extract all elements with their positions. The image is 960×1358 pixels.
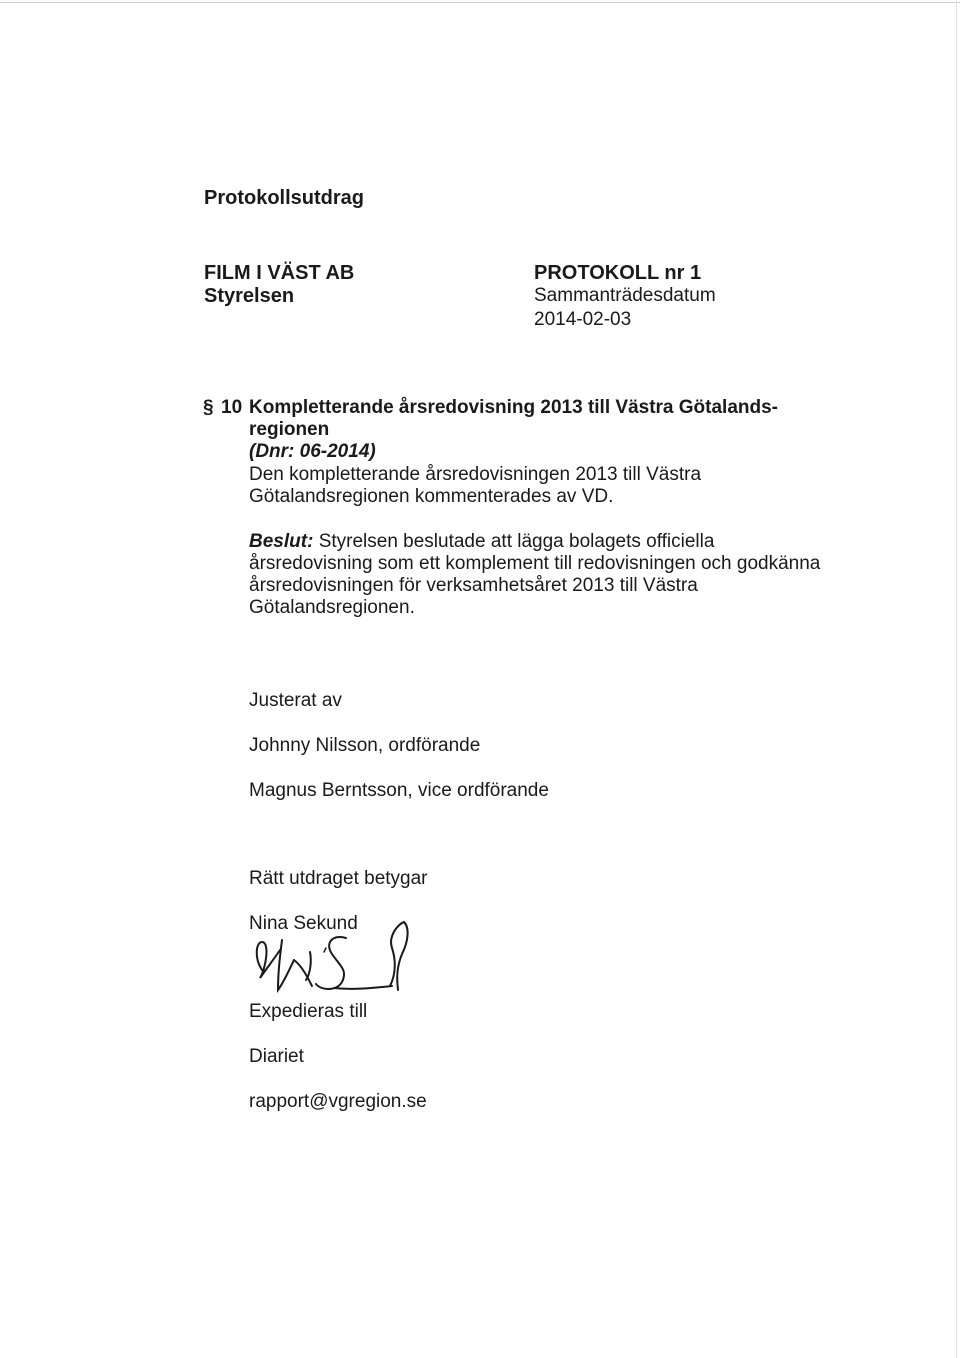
adjusted-by-label: Justerat av	[249, 690, 342, 711]
certifier-name: Nina Sekund	[249, 913, 358, 934]
item-text-line-1: Den kompletterande årsredovisningen 2013 till Västra	[249, 464, 702, 485]
board-label: Styrelsen	[204, 285, 295, 307]
decision-label: Beslut:	[249, 531, 314, 552]
distribution-label: Expedieras till	[249, 1001, 368, 1022]
meeting-date-label: Sammanträdesdatum	[534, 285, 716, 306]
decision-text-1: Styrelsen beslutade att lägga bolagets officiella	[318, 531, 715, 552]
adjuster-1: Johnny Nilsson, ordförande	[249, 735, 481, 756]
adjuster-2: Magnus Berntsson, vice ordförande	[249, 780, 549, 801]
item-title-line-2: regionen	[249, 419, 330, 440]
diary-number: (Dnr: 06-2014)	[249, 441, 376, 462]
decision-line-3: årsredovisningen för verksamhetsåret 2013 till Västra	[249, 575, 698, 596]
item-number: 10	[221, 397, 243, 418]
section-mark: §	[203, 397, 214, 418]
decision-line-2: årsredovisning som ett komplement till redovisningen och godkänna	[249, 553, 821, 574]
item-text-line-2: Götalandsregionen kommenterades av VD.	[249, 486, 614, 507]
handwritten-signature	[250, 912, 420, 1004]
recipient-diariet: Diariet	[249, 1046, 304, 1067]
recipient-email: rapport@vgregion.se	[249, 1091, 427, 1112]
meeting-date: 2014-02-03	[534, 309, 632, 330]
certification-label: Rätt utdraget betygar	[249, 868, 428, 889]
scan-right-edge	[956, 0, 957, 1358]
document-type-heading: Protokollsutdrag	[204, 187, 365, 209]
company-name: FILM I VÄST AB	[204, 262, 355, 284]
item-title-line-1: Kompletterande årsredovisning 2013 till Västra Götalands-	[249, 397, 778, 418]
decision-line-4: Götalandsregionen.	[249, 597, 415, 618]
decision-line-1	[249, 531, 714, 553]
protocol-number: PROTOKOLL nr 1	[534, 262, 702, 284]
scan-top-edge	[0, 2, 960, 3]
